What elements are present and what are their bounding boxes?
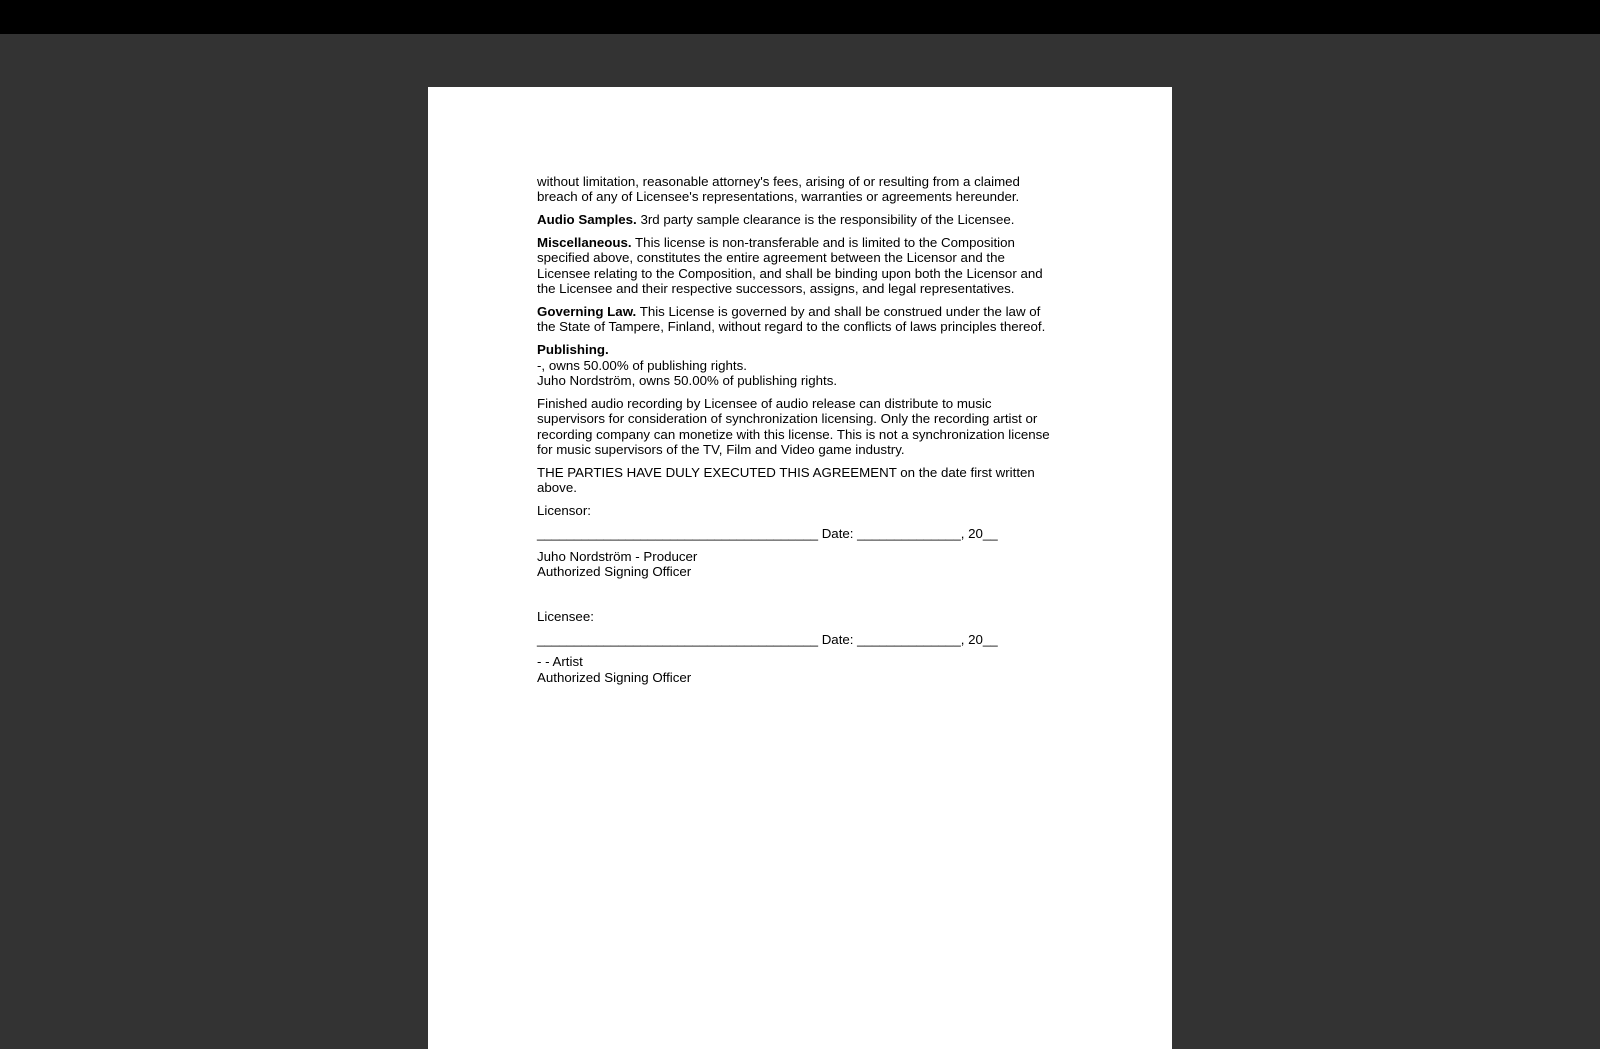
licensor-title: Authorized Signing Officer	[537, 564, 692, 580]
publishing-share: Juho Nordström, owns 50.00% of publishing rights.	[537, 373, 838, 389]
audio-samples-heading: Audio Samples.	[537, 212, 637, 228]
text-line	[537, 235, 1077, 250]
text-line: above.	[537, 480, 577, 496]
page-content	[537, 174, 1077, 693]
governing-law-text: This License is governed by and shall be construed under the law of	[636, 304, 1041, 320]
audio-samples-text: 3rd party sample clearance is the responsibility of the Licensee.	[636, 212, 1015, 228]
document-page	[428, 87, 1172, 1049]
audio-samples-paragraph	[537, 212, 1077, 227]
publishing-heading: Publishing.	[537, 342, 609, 358]
publishing-share: -, owns 50.00% of publishing rights.	[537, 357, 747, 373]
text-line: Finished audio recording by Licensee of audio release can distribute to music	[537, 395, 992, 411]
spacer	[537, 587, 1077, 609]
publishing-paragraph	[537, 342, 1077, 388]
text-line: the State of Tampere, Finland, without regard to the conflicts of laws principles thereof.	[537, 319, 1046, 335]
document-viewer[interactable]	[0, 34, 1600, 1034]
text-line: for music supervisors of the TV, Film and Video game industry.	[537, 442, 905, 458]
licensor-signature-line: ______________________________________ Date: ______________, 20__	[537, 525, 998, 541]
licensee-signer	[537, 654, 1077, 685]
text-line	[537, 304, 1077, 319]
text-line: recording company can monetize with this license. This is not a synchronization license	[537, 426, 1050, 442]
text-line	[537, 212, 1077, 227]
licensee-label: Licensee:	[537, 608, 594, 624]
text-line: breach of any of Licensee's representations, warranties or agreements hereunder.	[537, 189, 1020, 205]
licensee-name: - - Artist	[537, 654, 583, 670]
miscellaneous-heading: Miscellaneous.	[537, 235, 632, 250]
governing-law-paragraph	[537, 304, 1077, 335]
licensee-signature-line: ______________________________________ Date: ______________, 20__	[537, 631, 998, 647]
text-line: specified above, constitutes the entire agreement between the Licensor and the	[537, 250, 1005, 266]
licensor-label: Licensor:	[537, 503, 591, 519]
licensor-signer	[537, 549, 1077, 580]
licensor-name: Juho Nordström - Producer	[537, 548, 698, 564]
indemnity-paragraph	[537, 174, 1077, 205]
viewer-top-bar	[0, 0, 1600, 34]
miscellaneous-text: This license is non-transferable and is limited to the Composition	[631, 235, 1015, 250]
text-line: THE PARTIES HAVE DULY EXECUTED THIS AGREEMENT on the date first written	[537, 464, 1035, 480]
text-line: without limitation, reasonable attorney's fees, arising of or resulting from a claimed	[537, 174, 1020, 189]
text-line: supervisors for consideration of synchronization licensing. Only the recording artist or	[537, 411, 1038, 427]
licensee-title: Authorized Signing Officer	[537, 669, 692, 685]
governing-law-heading: Governing Law.	[537, 304, 637, 320]
miscellaneous-paragraph	[537, 235, 1077, 297]
text-line: Licensee relating to the Composition, and shall be binding upon both the Licensor and	[537, 265, 1043, 281]
text-line: the Licensee and their respective successors, assigns, and legal representatives.	[537, 281, 1015, 297]
finished-recording-paragraph	[537, 396, 1077, 458]
execution-paragraph	[537, 465, 1077, 496]
